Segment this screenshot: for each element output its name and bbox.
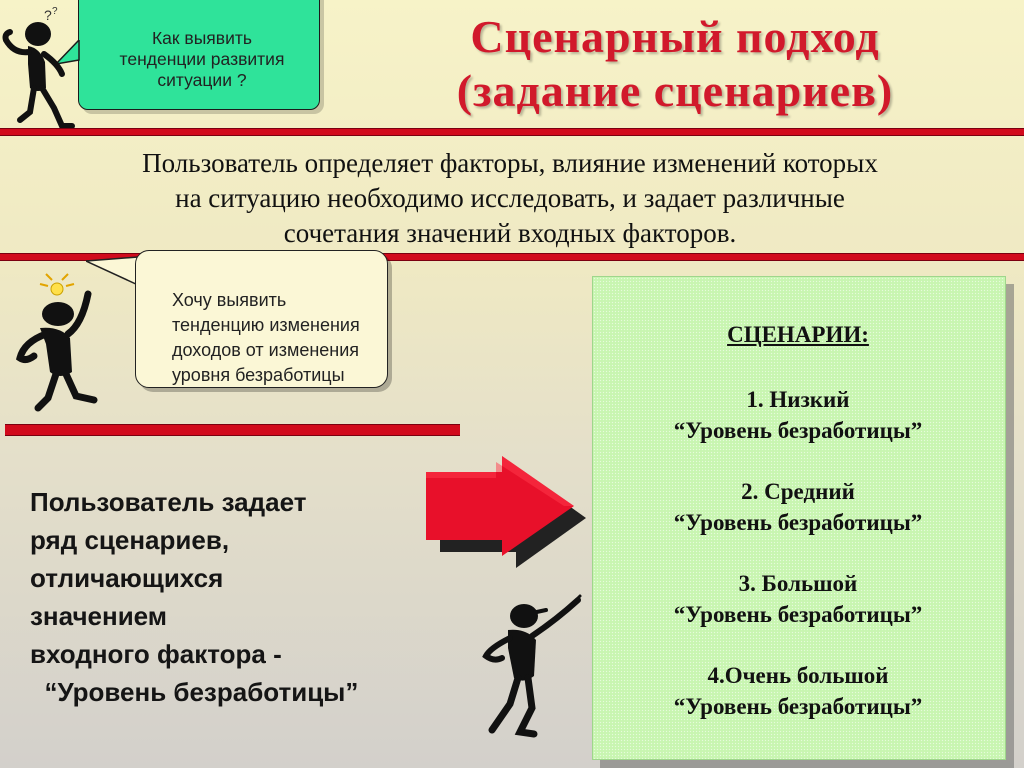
intro-paragraph: Пользователь определяет факторы, влияние изменений которых на ситуацию необходимо исследовать, и задает различные сочетания значений входных факторов. [142, 148, 878, 248]
svg-text:?: ? [44, 7, 52, 23]
scenario-item-4: 4.Очень большой “Уровень безработицы” [673, 663, 923, 719]
thinking-figure-icon [0, 2, 80, 130]
lightbulb-figure-icon [10, 272, 110, 420]
question-bubble-text: Как выявить тенденции развития ситуации ? [119, 28, 285, 90]
scenarios-heading: СЦЕНАРИИ: [727, 322, 869, 347]
scenario-item-2: 2. Средний “Уровень безработицы” [673, 479, 923, 535]
title-line-2: (задание сценариев) [456, 65, 894, 116]
pointing-figure-icon [476, 592, 588, 742]
mid-divider [5, 424, 460, 436]
title-line-1: Сценарный подход [470, 11, 880, 62]
right-arrow-icon [424, 456, 588, 568]
slide-title [330, 10, 1020, 118]
scenario-description: Пользователь задает ряд сценариев, отличающихся значением входного фактора - “Уровень безработицы” [30, 487, 359, 707]
scenario-item-1: 1. Низкий “Уровень безработицы” [673, 387, 923, 443]
goal-bubble-text: Хочу выявить тенденцию изменения доходов от изменения уровня безработицы [172, 290, 360, 385]
scenario-item-3: 3. Большой “Уровень безработицы” [673, 571, 923, 627]
svg-text:?: ? [52, 6, 58, 17]
top-divider [0, 128, 1024, 136]
